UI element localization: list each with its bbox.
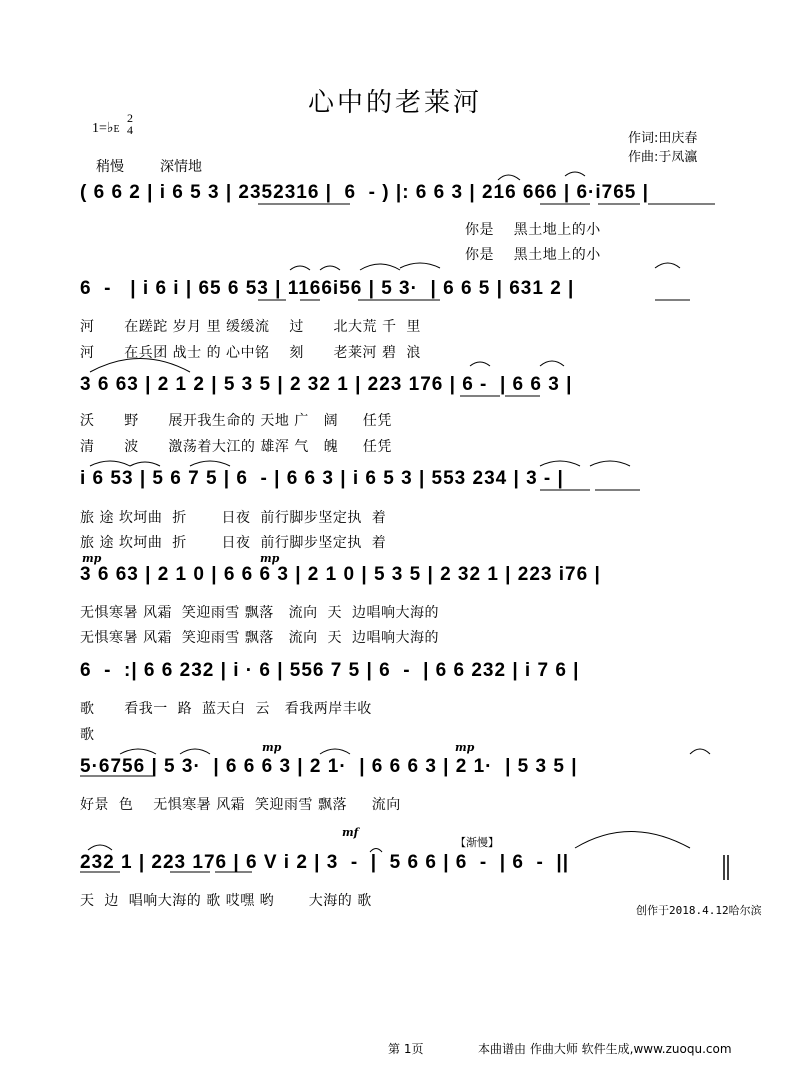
lyric-line-1a: 你是 黑土地上的小 (465, 222, 601, 238)
composer-credit: 作曲:于凤瀛 (628, 150, 698, 165)
dynamic-mp-3: mp (262, 741, 282, 754)
music-row-1: ( 6 6 2 | i 6 5 3 | 2352316 | 6 - ) |: 6 6 3 | 216 666 | 6·i765 | (80, 182, 649, 203)
music-row-5: 3 6 63 | 2 1 0 | 6 6 6 3 | 2 1 0 | 5 3 5 | 2 32 1 | 223 i76 | (80, 564, 601, 585)
page-number: 第 1页 (388, 1042, 424, 1056)
music-row-4: i 6 53 | 5 6 7 5 | 6 - | 6 6 3 | i 6 5 3 | 553 234 | 3 - | (80, 468, 564, 489)
dynamic-mf: mf (342, 826, 359, 839)
lyric-line-6a: 歌 看我一 路 蓝天白 云 看我两岸丰收 (80, 701, 372, 717)
dynamic-mp-1: mp (82, 552, 102, 565)
song-title: 心中的老莱河 (307, 88, 482, 118)
music-row-6: 6 - :| 6 6 232 | i · 6 | 556 7 5 | 6 - | 6 6 232 | i 7 6 | (80, 660, 580, 681)
music-row-2: 6 - | i 6 i | 65 6 53 | 1166i56 | 5 3· | 6 6 5 | 631 2 | (80, 278, 575, 299)
music-row-7: 5·6756 | 5 3· | 6 6 6 3 | 2 1· | 6 6 6 3 | 2 1· | 5 3 5 | (80, 756, 578, 777)
lyric-line-3b: 清 波 激荡着大江的 雄浑 气 魄 任凭 (80, 439, 392, 455)
lyric-line-5a: 无惧寒暑 风霜 笑迎雨雪 飘落 流向 天 边唱响大海的 (80, 605, 439, 621)
lyric-line-2b: 河 在兵团 战士 的 心中铭 刻 老莱河 碧 浪 (80, 345, 421, 361)
lyricist-credit: 作词:田庆春 (628, 131, 698, 146)
lyric-line-3a: 沃 野 展开我生命的 天地 广 阔 任凭 (80, 413, 392, 429)
lyric-line-7a: 好景 色 无惧寒暑 风霜 笑迎雨雪 飘落 流向 (80, 797, 401, 813)
software-credit: 本曲谱由 作曲大师 软件生成,www.zuoqu.com (478, 1042, 732, 1056)
composition-date: 创作于2018.4.12哈尔滨 (636, 904, 762, 917)
tempo-mood: 深情地 (160, 159, 202, 175)
lyric-line-5b: 无惧寒暑 风霜 笑迎雨雪 飘落 流向 天 边唱响大海的 (80, 630, 439, 646)
lyric-line-8a: 天 边 唱响大海的 歌 哎嘿 哟 大海的 歌 (80, 893, 372, 909)
music-row-3: 3 6 63 | 2 1 2 | 5 3 5 | 2 32 1 | 223 176 | 6 - | 6 6 3 | (80, 374, 573, 395)
music-row-8: 232 1 | 223 176 | 6 V i 2 | 3 - | 5 6 6 | 6 - | 6 - || (80, 852, 570, 873)
dynamic-mp-2: mp (260, 552, 280, 565)
time-signature (127, 112, 133, 136)
lyric-line-6b: 歌 (80, 727, 95, 743)
lyric-line-1b: 你是 黑土地上的小 (465, 247, 601, 263)
ritardando-marking: 【渐慢】 (455, 836, 499, 849)
dynamic-mp-4: mp (455, 741, 475, 754)
time-bottom: 4 (127, 123, 133, 137)
key-note: E (113, 124, 120, 135)
lyric-line-2a: 河 在蹉跎 岁月 里 缓缓流 过 北大荒 千 里 (80, 319, 421, 335)
lyric-line-4a: 旅 途 坎坷曲 折 日夜 前行脚步坚定执 着 (80, 510, 387, 526)
lyric-line-4b: 旅 途 坎坷曲 折 日夜 前行脚步坚定执 着 (80, 535, 387, 551)
key-prefix: 1= (92, 121, 107, 136)
flat-sign: ♭ (106, 121, 114, 136)
tempo-speed: 稍慢 (96, 159, 124, 175)
time-top: 2 (127, 111, 133, 125)
key-signature (92, 111, 133, 137)
